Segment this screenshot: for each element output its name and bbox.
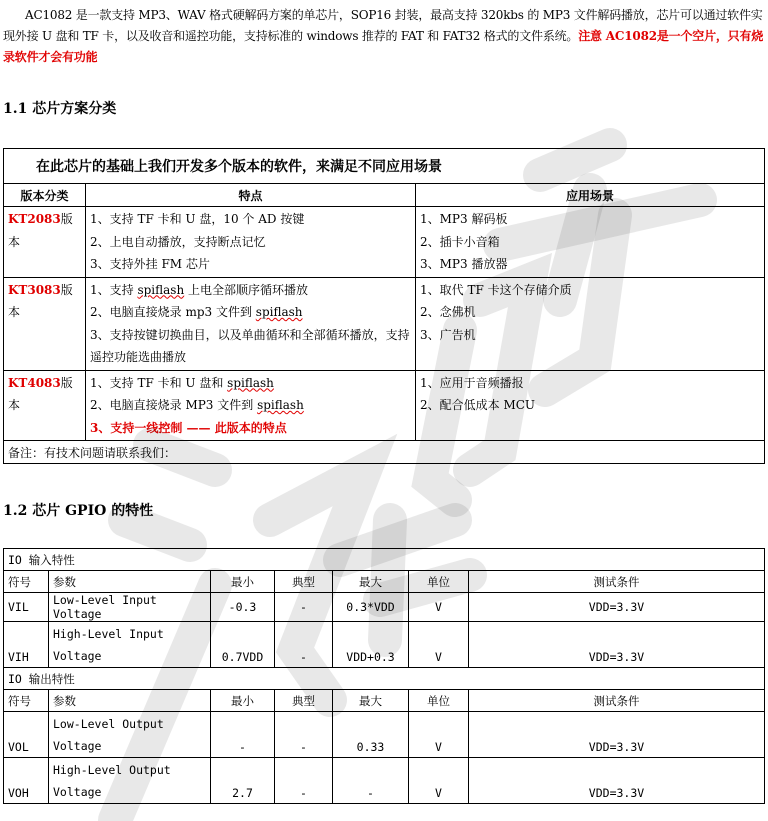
io-output-title: IO 输出特性 (4, 668, 765, 690)
table-note: 备注：有技术问题请联系我们： (4, 441, 765, 464)
section-title-gpio: 1.2 芯片 GPIO 的特性 (3, 503, 154, 519)
table-row (4, 277, 765, 370)
header-max: 最大 (333, 571, 409, 593)
unit-cell: V (409, 593, 469, 622)
header-max: 最大 (333, 690, 409, 712)
param-cell: High-Level Input Voltage (49, 622, 211, 668)
typ-cell: - (275, 758, 333, 804)
unit-cell: V (409, 758, 469, 804)
intro-paragraph (3, 5, 765, 68)
max-cell: 0.33 (333, 712, 409, 758)
param-cell: High-Level Output Voltage (49, 758, 211, 804)
uses-cell (416, 207, 765, 278)
intro-highlight: 注意 AC1082是一个空片，只有烧录软件才会有功能 (3, 29, 764, 64)
header-typ: 典型 (275, 690, 333, 712)
use-item: 3、广告机 (420, 327, 476, 342)
cond-cell: VDD=3.3V (469, 622, 765, 668)
feature-item: 1、支持 spiflash 上电全部顺序循环播放 (90, 282, 309, 297)
header-cond: 测试条件 (469, 571, 765, 593)
version-cell: KT4083版本 (4, 370, 86, 441)
feature-item: 3、支持外挂 FM 芯片 (90, 257, 210, 271)
use-item: 2、插卡小音箱 (420, 234, 500, 249)
version-cell: KT2083版本 (4, 207, 86, 278)
header-symbol: 符号 (4, 571, 49, 593)
table-row (4, 712, 765, 758)
min-cell: 2.7 (211, 758, 275, 804)
uses-cell (416, 370, 765, 441)
header-uses: 应用场景 (416, 184, 765, 207)
use-item: 1、MP3 解码板 (420, 212, 508, 226)
use-item: 1、应用于音频播报 (420, 375, 524, 390)
param-cell: Low-Level Input Voltage (49, 593, 211, 622)
header-version: 版本分类 (4, 184, 86, 207)
version-cell: KT3083版本 (4, 277, 86, 370)
feature-item-highlight: 3、支持一线控制 —— 此版本的特点 (90, 420, 287, 435)
min-cell: -0.3 (211, 593, 275, 622)
uses-cell (416, 277, 765, 370)
symbol-cell: VOH (4, 758, 49, 804)
table-row (4, 593, 765, 622)
header-param: 参数 (49, 690, 211, 712)
header-min: 最小 (211, 571, 275, 593)
section-title-chip-versions: 1.1 芯片方案分类 (3, 101, 117, 117)
use-item: 1、取代 TF 卡这个存储介质 (420, 282, 572, 297)
header-unit: 单位 (409, 690, 469, 712)
features-cell (86, 370, 416, 441)
typ-cell: - (275, 622, 333, 668)
unit-cell: V (409, 712, 469, 758)
typ-cell: - (275, 712, 333, 758)
feature-item: 1、支持 TF 卡和 U 盘，10 个 AD 按键 (90, 212, 305, 226)
header-param: 参数 (49, 571, 211, 593)
cond-cell: VDD=3.3V (469, 593, 765, 622)
use-item: 3、MP3 播放器 (420, 257, 508, 271)
table-caption: 在此芯片的基础上我们开发多个版本的软件，来满足不同应用场景 (4, 149, 765, 184)
symbol-cell: VIH (4, 622, 49, 668)
header-symbol: 符号 (4, 690, 49, 712)
header-typ: 典型 (275, 571, 333, 593)
param-cell: Low-Level Output Voltage (49, 712, 211, 758)
header-cond: 测试条件 (469, 690, 765, 712)
features-cell (86, 207, 416, 278)
version-table (3, 148, 765, 464)
cond-cell: VDD=3.3V (469, 758, 765, 804)
symbol-cell: VIL (4, 593, 49, 622)
feature-item: 2、上电自动播放，支持断点记忆 (90, 234, 266, 249)
gpio-table (3, 548, 765, 804)
unit-cell: V (409, 622, 469, 668)
header-min: 最小 (211, 690, 275, 712)
table-row (4, 207, 765, 278)
io-input-title: IO 输入特性 (4, 549, 765, 571)
features-cell (86, 277, 416, 370)
use-item: 2、配合低成本 MCU (420, 398, 536, 412)
max-cell: 0.3*VDD (333, 593, 409, 622)
feature-item: 2、电脑直接烧录 mp3 文件到 spiflash (90, 305, 303, 319)
max-cell: VDD+0.3 (333, 622, 409, 668)
feature-item: 3、支持按键切换曲目，以及单曲循环和全部循环播放，支持遥控功能选曲播放 (90, 327, 410, 364)
header-features: 特点 (86, 184, 416, 207)
feature-item: 2、电脑直接烧录 MP3 文件到 spiflash (90, 398, 304, 412)
symbol-cell: VOL (4, 712, 49, 758)
intro-text: AC1082 是一款支持 MP3、WAV 格式硬解码方案的单芯片，SOP16 封装，最高支持 320kbs 的 MP3 文件解码播放，芯片可以通过软件实现外接 U 盘和 TF 卡，以及收音和遥控功能，支持标准的 windows 推荐的 FAT 和 FAT32 格式的文件系统。 (3, 8, 763, 43)
table-row (4, 622, 765, 668)
header-unit: 单位 (409, 571, 469, 593)
table-row (4, 370, 765, 441)
max-cell: - (333, 758, 409, 804)
use-item: 2、念佛机 (420, 305, 476, 319)
cond-cell: VDD=3.3V (469, 712, 765, 758)
min-cell: 0.7VDD (211, 622, 275, 668)
min-cell: - (211, 712, 275, 758)
typ-cell: - (275, 593, 333, 622)
feature-item: 1、支持 TF 卡和 U 盘和 spiflash (90, 375, 274, 390)
table-row (4, 758, 765, 804)
